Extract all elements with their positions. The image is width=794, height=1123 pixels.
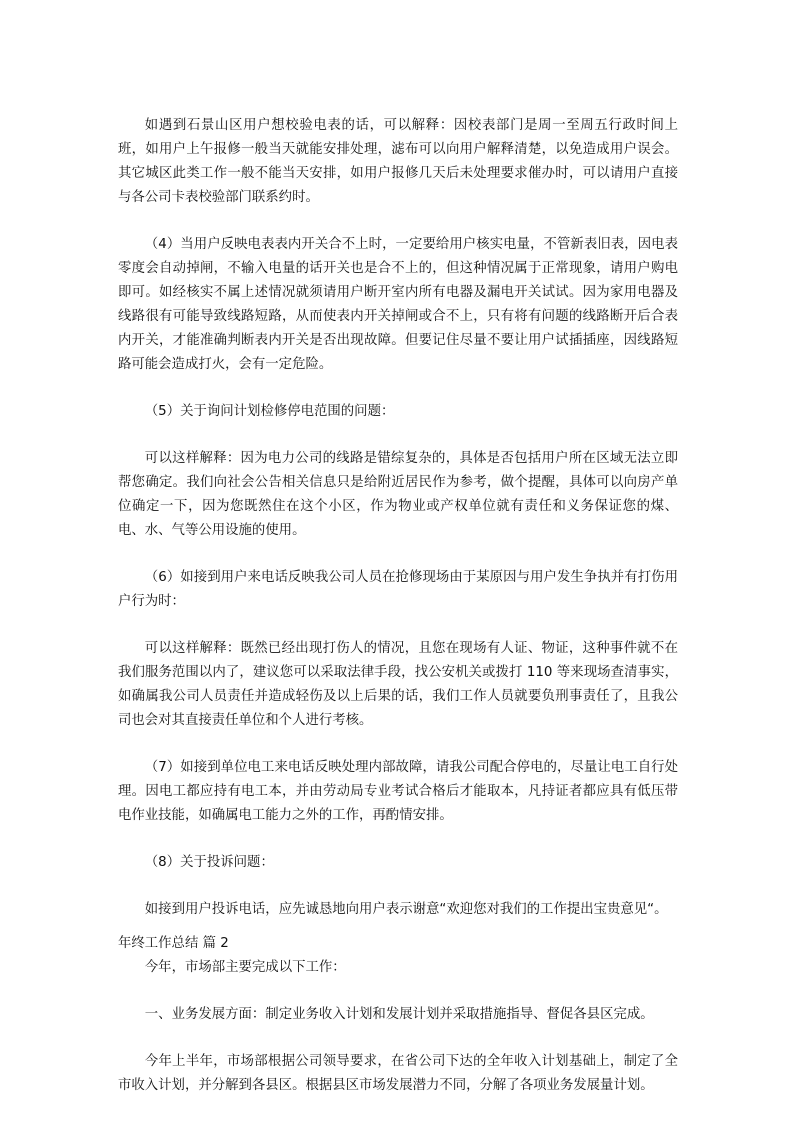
section-heading: 年终工作总结 篇 2 <box>118 936 229 951</box>
paragraph-item-5-body: 可以这样解释：因为电力公司的线路是错综复杂的，具体是否包括用户所在区域无法立即帮您确定。我们向社会公告相关信息只是给附近居民作为参考，做个提醒，具体可以向房产单位确定一下，因为您既然住在这个小区，作为物业或产权单位就有责任和义务保证您的煤、电、水、气等公用设施的使用。 <box>118 451 678 538</box>
paragraph-item-7: （7）如接到单位电工来电话反映处理内部故障，请我公司配合停电的，尽量让电工自行处理。因电工都应持有电工本，并由劳动局专业考试合格后才能取本，凡持证者都应具有低压带电作业技能，如确属电工能力之外的工作，再酌情安排。 <box>118 760 678 823</box>
paragraph-market-intro: 今年，市场部主要完成以下工作： <box>144 960 346 975</box>
paragraph-item-5-title: （5）关于询问计划检修停电范围的问题： <box>144 404 395 419</box>
paragraph-item-6-title: （6）如接到用户来电话反映我公司人员在抢修现场由于某原因与用户发生争执并有打伤用户行为时： <box>118 570 678 609</box>
paragraph-item-4: （4）当用户反映电表表内开关合不上时，一定要给用户核实电量，不管新表旧表，因电表零度会自动掉闸，不输入电量的话开关也是合不上的，但这种情况属于正常现象，请用户购电即可。如经核实不属上述情况就须请用户断开室内所有电器及漏电开关试试。因为家用电器及线路很有可能导致线路短路，从而使表内开关掉闸或合不上，只有将有问题的线路断开后合表内开关，才能准确判断表内开关是否出现故障。但要记住尽量不要让用户试插插座，因线路短路可能会造成打火，会有一定危险。 <box>118 237 678 372</box>
paragraph-complaint: 如接到用户投诉电话，应先诚恳地向用户表示谢意“欢迎您对我们的工作提出宝贵意见“。 <box>144 902 668 917</box>
paragraph-business-development: 一、业务发展方面：制定业务收入计划和发展计划并采取措施指导、督促各县区完成。 <box>144 1007 654 1022</box>
paragraph-item-6-body: 可以这样解释：既然已经出现打伤人的情况，且您在现场有人证、物证，这种事件就不在我们服务范围以内了，建议您可以采取法律手段，找公安机关或拨打 110 等来现场查清事实，如确属我公司人员责任并造成轻伤及以上后果的话，我们工作人员就要负刑事责任了，且我公司也会对其直接责任单位和个人进行考核。 <box>118 641 678 728</box>
paragraph-item-8-title: （8）关于投诉问题： <box>144 855 274 870</box>
document-page <box>118 114 678 1098</box>
paragraph-meter-check: 如遇到石景山区用户想校验电表的话，可以解释：因校表部门是周一至周五行政时间上班，如用户上午报修一般当天就能安排处理，滤布可以向用户解释清楚，以免造成用户误会。其它城区此类工作一般不能当天安排，如用户报修几天后未处理要求催办时，可以请用户直接与各公司卡表校验部门联系约时。 <box>118 118 678 205</box>
paragraph-first-half: 今年上半年，市场部根据公司领导要求，在省公司下达的全年收入计划基础上，制定了全市收入计划，并分解到各县区。根据县区市场发展潜力不同，分解了各项业务发展量计划。 <box>118 1054 678 1093</box>
